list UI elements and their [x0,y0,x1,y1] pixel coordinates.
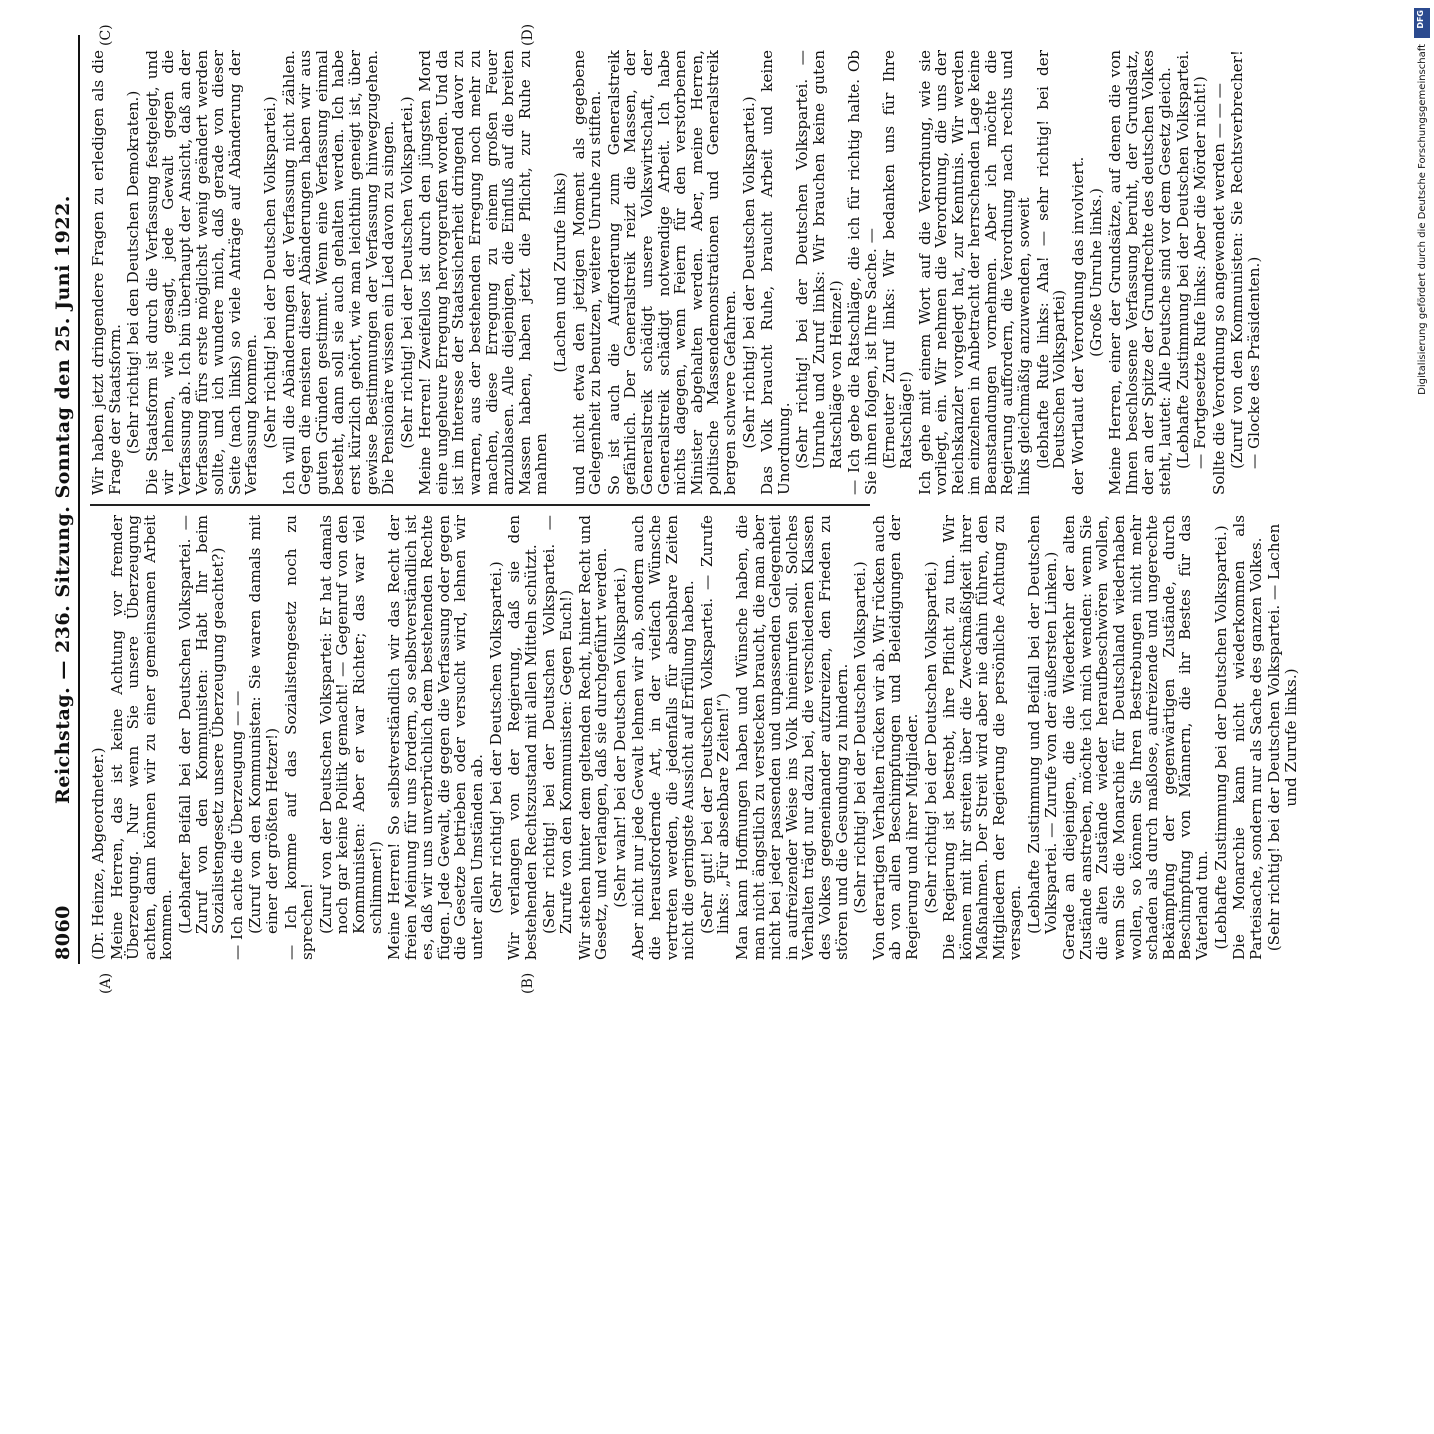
interjection: (Große Unruhe links.) [1087,188,1106,357]
margin-mark-d: (D) [520,23,536,46]
interjection: (Zuruf von der Deutschen Volkspartei: Er hat damals noch gar keine Politik gemacht! — Gegenruf von den Kommunisten: Aber er war Richter; das war viel schlimmer!) [316,515,385,934]
speaker-line: (Dr. Heinze, Abgeordneter.) [89,747,107,960]
interjection: (Sehr richtig! bei der Deutschen Volkspartei.) [486,561,505,914]
dfg-logo [1414,8,1430,38]
paragraph: und nicht etwa den jetzigen Moment als gegebene Gelegenheit zu benutzen, weitere Unruhe zu stiften. [569,50,605,495]
left-column [90,515,1302,960]
paragraph: — Ich gebe die Ratschläge, die ich für richtig halte. Ob Sie ihnen folgen, ist Ihre Sache. — [845,50,880,495]
interjection: (Sehr richtig! bei der Deutschen Volkspartei.) [397,96,416,449]
paragraph: Die Staatsform ist durch die Verfassung festgelegt, und wir lehnen, wie gesagt, jede Gewalt gegen die Verfassung ab. Ich bin überhaupt der Ansicht, daß an der Verfassung fürs erste möglichst wenig geändert werden sollte, und ich wundere mich, daß gerade von dieser Seite (nach links) so viele Anträge auf Abänderung der Verfassung kommen. [142,50,261,495]
paragraph: der Wortlaut der Verordnung das involviert. [1068,156,1087,495]
paragraph: Das Volk braucht Ruhe, braucht Arbeit und keine Unordnung. [758,50,793,495]
margin-mark-c: (C) [98,24,114,46]
interjection: (Lebhafte Zustimmung und Beifall bei der Deutschen Volkspartei. — Zurufe von der äußersten Linken.) [1025,515,1060,934]
interjection: (Sehr richtig! bei der Deutschen Volkspartei.) [921,561,940,914]
dfg-logo-text: DFG [1416,10,1425,29]
interjection: (Sehr richtig! bei der Deutschen Volkspartei. — Unruhe und Zuruf links: Wir brauchen keine guten Ratschläge von Heinze!) [793,50,845,469]
interjection: (Erneuter Zuruf links: Wir bedanken uns für Ihre Ratschläge!) [880,50,915,469]
paragraph: Man kann Hoffnungen haben und Wünsche haben, die man nicht ängstlich zu verstecken braucht, die man aber nicht bei jeder passenden und unpassenden Gelegenheit in aufreizender Weise ins Volk hineinrufen soll. Solches Verhalten trägt nur dazu bei, die verschiedenen Klassen des Volkes gegeneinander aufzureizen, den Frieden zu stören und die Gesundung zu hindern. [732,515,851,960]
interjection: (Sehr richtig! bei den Deutschen Demokraten.) [124,90,143,455]
paragraph: Ich will die Abänderungen der Verfassung nicht zählen. Gegen die meisten dieser Abänderungen haben wir aus guten Gründen gestimmt. Wenn eine Verfassung einmal besteht, dann soll sie auch gehalten werden. Ich habe erst kürzlich gehört, wie man leichthin geneigt ist, über gewisse Bestimmungen der Verfassung hinwegzugehen. Die Pensionäre wissen ein Lied davon zu singen. [279,50,398,495]
paragraph: Gerade an diejenigen, die die Wiederkehr der alten Zustände anstreben, möchte ich mich wenden: wenn Sie die alten Zustände wieder heraufbeschwören wollen, wenn Sie die Monarchie für Deutschland wiederhaben wollen, so können Sie Ihren Bestrebungen nicht mehr schaden als durch maßlose, aufreizende und ungerechte Bekämpfung der gegenwärtigen Zustände, durch Beschimpfung von Männern, die ihr Bestes für das Vaterland tun. [1060,515,1211,960]
margin-mark-a: (A) [98,972,114,994]
interjection: (Lebhafte Zustimmung bei der Deutschen Volkspartei. — Fortgesetzte Rufe links: Aber die Mörder nicht!) [1174,50,1209,469]
digitization-credit-text: Digitalisierung gefördert durch die Deutsche Forschungsgemeinschaft [1417,44,1428,395]
interjection: (Sehr richtig! bei der Deutschen Volkspartei.) [739,96,758,449]
interjection: (Zuruf von den Kommunisten: Sie Rechtsverbrecher! — Glocke des Präsidenten.) [1228,50,1263,469]
paragraph: Ich gehe mit einem Wort auf die Verordnung, wie sie vorliegt, ein. Wir nehmen die Verordnung, die uns der Reichskanzler vorgelegt hat, zur Kenntnis. Wir werden im einzelnen in Anbetracht der herrschenden Lage keine Beanstandungen vornehmen. Aber ich möchte die Regierung auffordern, die Verordnung nach rechts und links gleichmäßig anzuwenden, soweit [915,50,1034,495]
interjection: (Lebhafte Zustimmung bei der Deutschen Volkspartei.) [1211,525,1230,950]
paragraph: Meine Herren, das ist keine Achtung vor fremder Überzeugung. Nur wenn Sie unsere Überzeugung achten, dann können wir zu einer gemeinsamen Arbeit kommen. [107,515,176,960]
paragraph: Die Monarchie kann nicht wiederkommen als Parteisache, sondern nur als Sache des ganzen Volkes. [1230,515,1265,960]
interjection: (Sehr richtig! bei der Deutschen Volkspartei. — Lachen und Zurufe links.) [1265,523,1300,952]
digitization-credit [1417,44,1431,684]
column-separator [90,505,870,507]
interjection: (Sehr richtig! bei der Deutschen Volkspartei.) [851,561,870,914]
interjection: (Sehr wahr! bei der Deutschen Volkspartei.) [610,567,629,908]
paragraph: Meine Herren! So selbstverständlich wir das Recht der freien Meinung für uns fordern, so selbstverständlich ist es, daß wir uns unverbrüchlich dem bestehenden Rechte fügen. Jede Gewalt, die gegen die Verfassung oder gegen die Gesetze betrieben oder versucht wird, lehnen wir unter allen Umständen ab. [385,515,487,960]
paragraph: Wir haben jetzt dringendere Fragen zu erledigen als die Frage der Staatsform. [89,50,124,495]
paragraph: Von derartigen Verhalten rücken wir ab. Wir rücken auch ab von allen Beschimpfungen und Beleidigungen der Regierung und ihrer Mitglieder. [869,515,921,960]
interjection: (Sehr richtig! bei der Deutschen Volkspartei.) [260,96,279,449]
interjection: (Sehr gut! bei der Deutschen Volkspartei. — Zurufe links: „Für absehbare Zeiten!“) [697,515,733,934]
paragraph: Sollte die Verordnung so angewendet werden — — — [1209,83,1228,495]
paragraph: — Ich achte die Überzeugung — — [227,690,246,960]
interjection: (Zuruf von den Kommunisten: Sie waren damals mit einer der größten Hetzer!) [246,515,281,934]
page-number: 8060 [52,905,74,960]
paragraph: So ist auch die Aufforderung zum Generalstreik gefährlich. Der Generalstreik reizt die Massen, der Generalstreik schädigt unsere Volkswirtschaft, der Generalstreik schädigt notwendige Arbeit. Ich habe nichts dagegen, wenn Feiern für den verstorbenen Minister abgehalten werden. Aber, meine Herren, politische Massendemonstrationen und Generalstreik bergen schwere Gefahren. [604,50,739,495]
interjection: (Lachen und Zurufe links) [551,172,570,373]
paragraph: Die Regierung ist bestrebt, ihre Pflicht zu tun. Wir können mit ihr streiten über die Zweckmäßigkeit ihrer Maßnahmen. Der Streit wird aber nie dahin führen, den Mitgliedern der Regierung die persönliche Achtung zu versagen. [940,515,1025,960]
paragraph: Aber nicht nur jede Gewalt lehnen wir ab, sondern auch die herausfordernde Art, in der vielfach Wünsche vertreten werden, die jedenfalls für absehbare Zeiten nicht die geringste Aussicht auf Erfüllung haben. [629,515,698,960]
interjection: (Lebhafter Beifall bei der Deutschen Volkspartei. — Zuruf von den Kommunisten: Habt Ihr beim Sozialistengesetz unsere Überzeugung geachtet?) [175,515,228,934]
page-title: Reichstag. — 236. Sitzung. Sonntag den 25. Juni 1922. [52,195,74,804]
interjection: (Sehr richtig! bei der Deutschen Volkspartei. — Zurufe von den Kommunisten: Gegen Euch!) [540,515,576,934]
paragraph: Meine Herren, einer der Grundsätze, auf denen die von Ihnen beschlossene Verfassung beruht, der Grundsatz, der an der Spitze der Grundrechte des deutschen Volkes steht, lautet: Alle Deutsche sind vor dem Gesetz gleich. [1106,50,1174,495]
margin-mark-b: (B) [520,972,536,994]
paragraph: Meine Herren! Zweifellos ist durch den jüngsten Mord eine ungeheure Erregung hervorgerufen worden. Und da ist im Interesse der Staatssicherheit dringend davor zu warnen, aus der bestehenden Erregung noch mehr zu machen, diese Erregung zu einem großen Feuer anzublasen. Alle diejenigen, die Einfluß auf die breiten Massen haben, haben jetzt die Pflicht, zur Ruhe zu mahnen [416,50,551,495]
paragraph: Wir stehen hinter dem geltenden Recht, hinter Recht und Gesetz, und verlangen, daß sie durchgeführt werden. [575,515,611,960]
right-column [90,50,1264,495]
interjection: (lebhafte Rufe links: Aha! — sehr richtig! bei der Deutschen Volkspartei) [1033,50,1069,469]
paragraph: — Ich komme auf das Sozialistengesetz noch zu sprechen! [281,515,317,960]
paragraph: Wir verlangen von der Regierung, daß sie den bestehenden Rechtszustand mit allen Mitteln schützt. [505,515,540,960]
page-header [52,35,80,964]
